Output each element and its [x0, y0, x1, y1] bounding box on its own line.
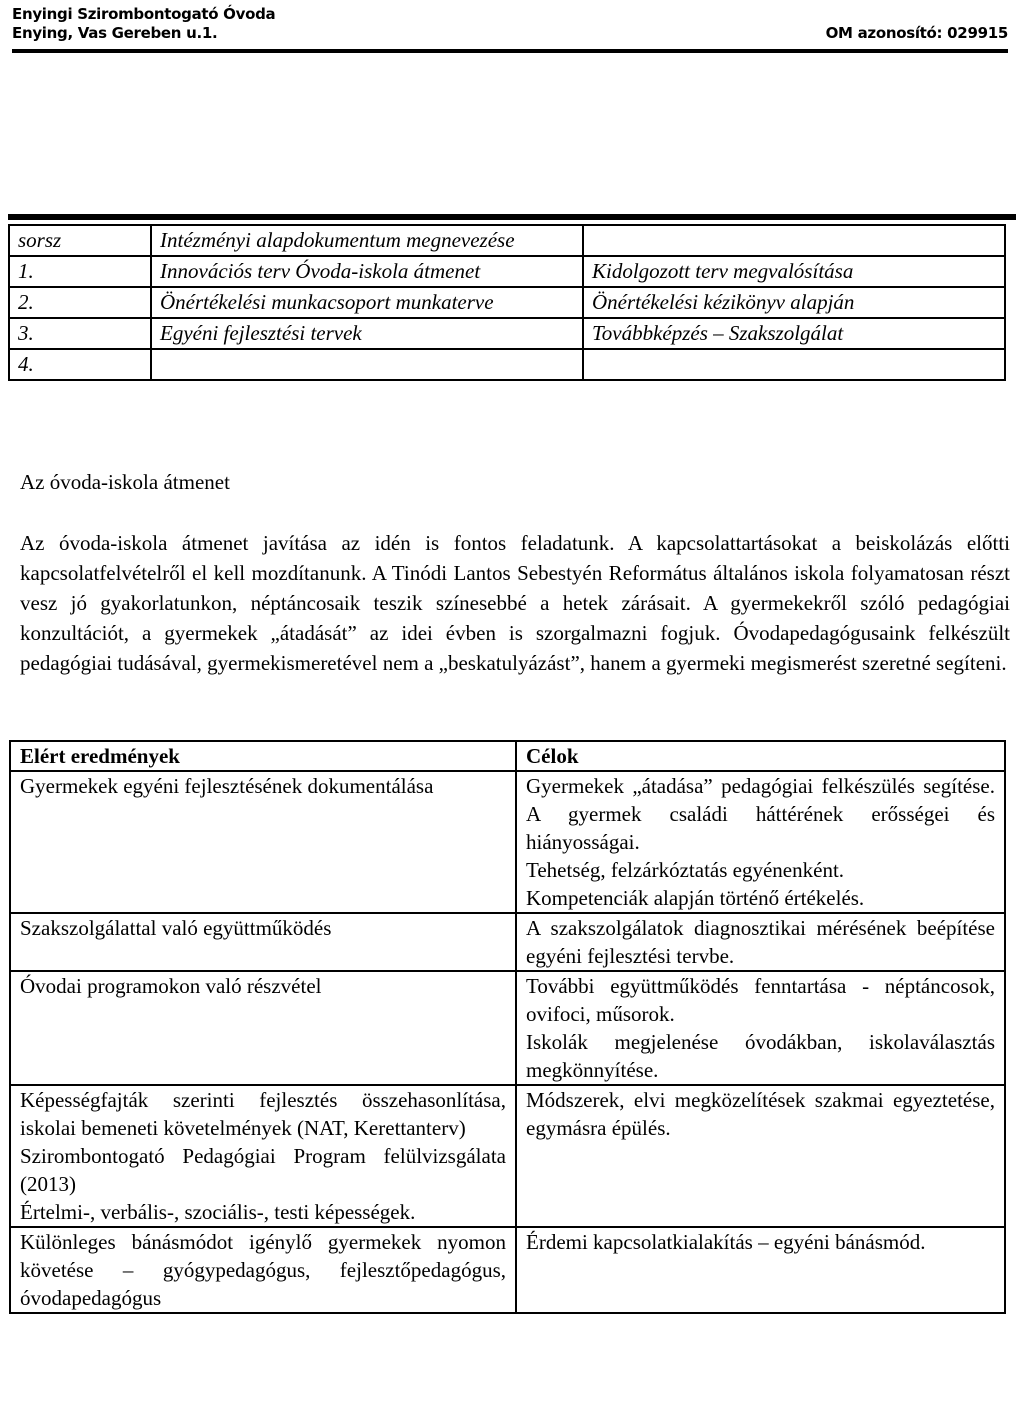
result-cell — [10, 971, 516, 1085]
institution-name: Enyingi Szirombontogató Óvoda — [12, 5, 276, 23]
row-document: Innovációs terv Óvoda-iskola átmenet — [151, 256, 583, 287]
table-row — [10, 971, 1005, 1085]
row-note: Kidolgozott terv megvalósítása — [583, 256, 1005, 287]
row-number: 3. — [9, 318, 151, 349]
row-note — [583, 349, 1005, 380]
goal-cell — [516, 971, 1005, 1085]
table-row — [10, 1227, 1005, 1313]
table-row — [10, 771, 1005, 913]
goal-text: Kompetenciák alapján történő értékelés. — [526, 886, 865, 910]
col-header-goals: Célok — [516, 741, 1005, 771]
table-row — [9, 349, 1005, 380]
result-cell — [10, 1085, 516, 1227]
om-identifier: OM azonosító: 029915 — [825, 24, 1008, 42]
header-second-line — [12, 24, 1008, 43]
goal-cell — [516, 913, 1005, 971]
result-text: Értelmi-, verbális-, szociális-, testi képességek. — [20, 1200, 416, 1224]
result-cell — [10, 913, 516, 971]
goal-text: Érdemi kapcsolatkialakítás – egyéni bánásmód. — [526, 1230, 926, 1254]
table-row — [9, 256, 1005, 287]
table-row — [9, 287, 1005, 318]
documents-table-header — [9, 225, 1005, 256]
row-number: 4. — [9, 349, 151, 380]
institution-address: Enying, Vas Gereben u.1. — [12, 24, 218, 42]
table-top-rule — [8, 214, 1016, 220]
col-header-number: sorsz — [9, 225, 151, 256]
col-header-results: Elért eredmények — [10, 741, 516, 771]
table-row — [9, 318, 1005, 349]
goal-text: A szakszolgálatok diagnosztikai mérésének beépítése egyéni fejlesztési tervbe. — [526, 916, 995, 968]
result-cell — [10, 771, 516, 913]
table-row — [10, 913, 1005, 971]
result-text: Gyermekek egyéni fejlesztésének dokumentálása — [20, 774, 434, 798]
goal-cell — [516, 1085, 1005, 1227]
row-document: Egyéni fejlesztési tervek — [151, 318, 583, 349]
results-table — [9, 740, 1006, 1314]
row-document — [151, 349, 583, 380]
col-header-note — [583, 225, 1005, 256]
goal-text: Iskolák megjelenése óvodákban, iskolaválasztás megkönnyítése. — [526, 1030, 995, 1082]
section-paragraph: Az óvoda-iskola átmenet javítása az idén is fontos feladatunk. A kapcsolattartásokat a beiskolázás előtti kapcsolatfelvételről el kell mozdítanunk. A Tinódi Lantos Sebestyén Református általános iskola folyamatosan részt vesz jó gyakorlatunkon, néptáncosaik teszik színesebbé a hetek zárásait. A gyermekekről szóló pedagógiai konzultációt, a gyermekek „átadását” az idei évben is szorgalmazni fogjuk. Óvodapedagógusaink felkészült pedagógiai tudásával, gyermekismeretével nem a „beskatulyázást”, hanem a gyermeki megismerést szeretné segíteni. — [20, 531, 1010, 675]
row-document: Önértékelési munkacsoport munkaterve — [151, 287, 583, 318]
results-table-header — [10, 741, 1005, 771]
row-note: Továbbképzés – Szakszolgálat — [583, 318, 1005, 349]
result-text: Óvodai programokon való részvétel — [20, 974, 322, 998]
goal-text: Tehetség, felzárkóztatás egyénenként. — [526, 858, 845, 882]
result-text: Különleges bánásmódot igénylő gyermekek nyomon követése – gyógypedagógus, fejlesztőpedagógus, óvodapedagógus — [20, 1230, 506, 1310]
table-row — [10, 1085, 1005, 1227]
page-header — [12, 5, 1008, 43]
goal-text: További együttműködés fenntartása - néptáncosok, ovifoci, műsorok. — [526, 974, 995, 1026]
goal-cell — [516, 771, 1005, 913]
result-text: Szakszolgálattal való együttműködés — [20, 916, 332, 940]
result-text: Szirombontogató Pedagógiai Program felülvizsgálata (2013) — [20, 1144, 506, 1196]
row-number: 2. — [9, 287, 151, 318]
result-cell — [10, 1227, 516, 1313]
row-number: 1. — [9, 256, 151, 287]
header-divider — [12, 49, 1008, 53]
documents-table — [8, 224, 1006, 381]
result-text: Képességfajták szerinti fejlesztés összehasonlítása, iskolai bemeneti követelmények (NAT, Kerettanterv) — [20, 1088, 506, 1140]
goal-cell — [516, 1227, 1005, 1313]
goal-text: Módszerek, elvi megközelítések szakmai egyeztetése, egymásra épülés. — [526, 1088, 995, 1140]
section-title: Az óvoda-iskola átmenet — [20, 470, 230, 494]
goal-text: Gyermekek „átadása” pedagógiai felkészülés segítése. A gyermek családi háttérének erősségei és hiányosságai. — [526, 774, 995, 854]
col-header-document: Intézményi alapdokumentum megnevezése — [151, 225, 583, 256]
row-note: Önértékelési kézikönyv alapján — [583, 287, 1005, 318]
